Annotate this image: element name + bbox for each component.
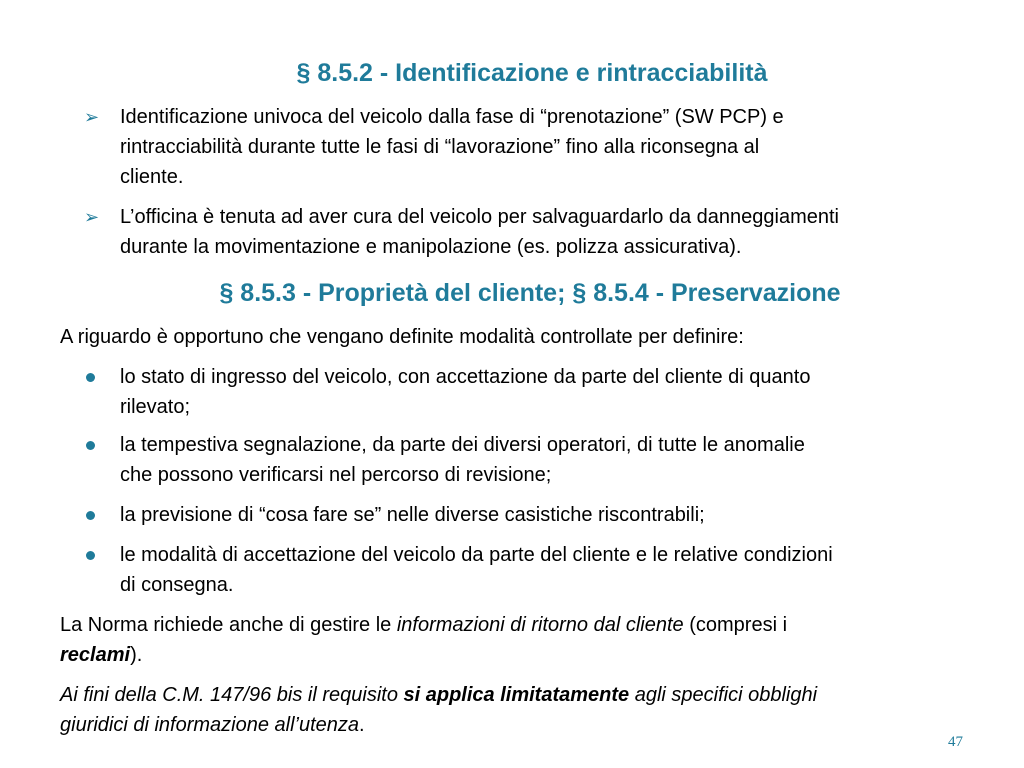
cm-paragraph: Ai fini della C.M. 147/96 bis il requisito si applica limitatamente agli specifici obblighi giuridici di informazione all’utenza.: [60, 684, 818, 736]
intro-paragraph: A riguardo è opportuno che vengano definite modalità controllate per definire:: [60, 326, 744, 348]
emphasis-text: reclami: [60, 644, 131, 666]
emphasis-text: informazioni di ritorno dal cliente: [396, 614, 684, 636]
norma-paragraph: La Norma richiede anche di gestire le informazioni di ritorno dal cliente (compresi i reclami).: [60, 614, 788, 666]
section-heading-identificazione: § 8.5.2 - Identificazione e rintracciabilità: [296, 59, 768, 87]
list-item: lo stato di ingresso del veicolo, con accettazione da parte del cliente di quanto rilevato;: [120, 362, 810, 422]
page-number: 47: [948, 734, 963, 750]
dot-bullet-icon: [86, 441, 95, 450]
section-heading-proprieta-preservazione: § 8.5.3 - Proprietà del cliente; § 8.5.4 - Preservazione: [219, 279, 841, 307]
list-item: le modalità di accettazione del veicolo da parte del cliente e le relative condizioni di consegna.: [120, 540, 833, 600]
dot-bullet-icon: [86, 373, 95, 382]
arrow-bullet-icon: ➢: [84, 207, 100, 227]
list-item: ➢ L’officina è tenuta ad aver cura del veicolo per salvaguardarlo da danneggiamenti durante la movimentazione e manipolazione (es. polizza assicurativa).: [120, 202, 839, 262]
emphasis-text: si applica limitatamente: [403, 684, 630, 706]
list-item: ➢ Identificazione univoca del veicolo dalla fase di “prenotazione” (SW PCP) e rintracciabilità durante tutte le fasi di “lavorazione” fino alla riconsegna al cliente.: [120, 102, 784, 192]
list-item: la tempestiva segnalazione, da parte dei diversi operatori, di tutte le anomalie che possono verificarsi nel percorso di revisione;: [120, 430, 805, 490]
list-item: la previsione di “cosa fare se” nelle diverse casistiche riscontrabili;: [120, 500, 705, 530]
dot-bullet-icon: [86, 551, 95, 560]
dot-bullet-icon: [86, 511, 95, 520]
arrow-bullet-icon: ➢: [84, 107, 100, 127]
